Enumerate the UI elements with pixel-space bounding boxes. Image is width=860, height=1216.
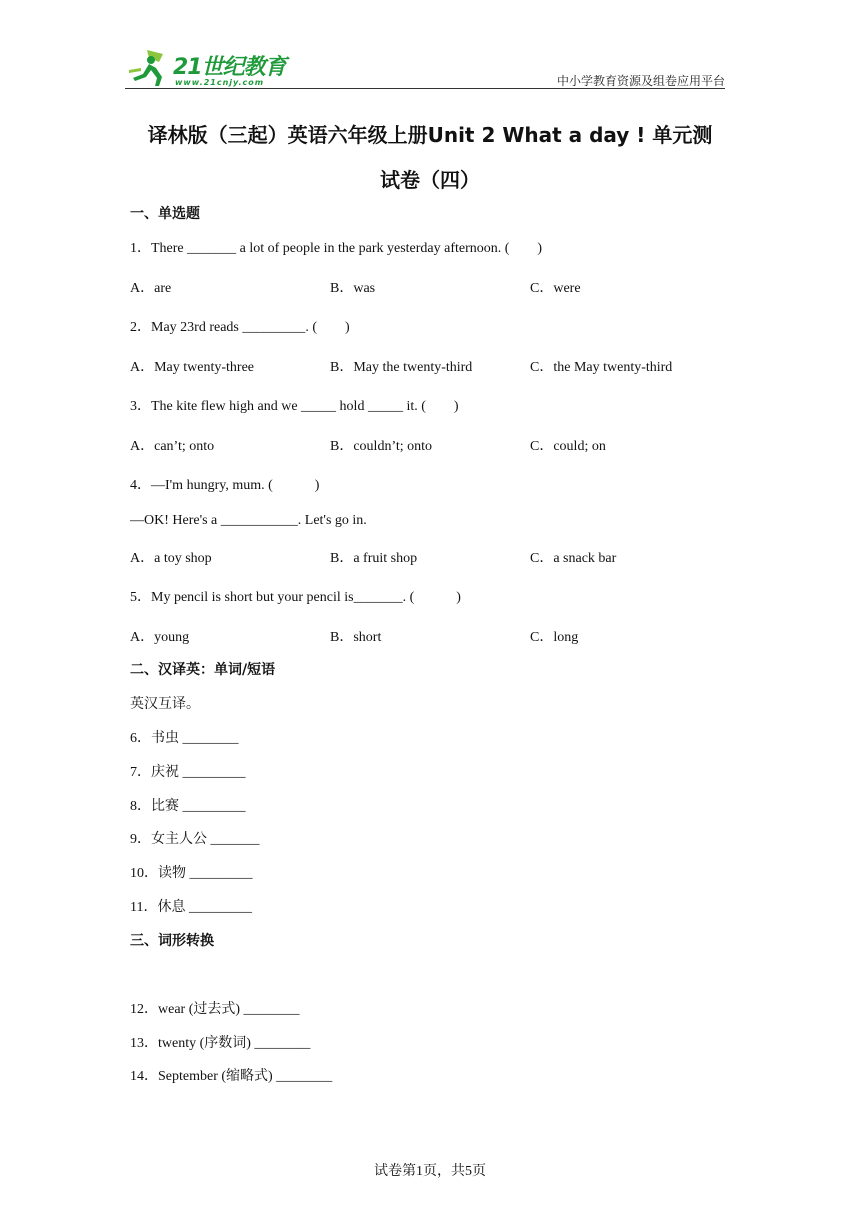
question-5-option-c: C．long: [530, 630, 579, 645]
question-2-stem: 2．May 23rd reads _________. ( ): [130, 320, 350, 335]
platform-name: 中小学教育资源及组卷应用平台: [556, 74, 725, 88]
question-3-option-a: A．can’t; onto: [130, 439, 215, 454]
translation-item: 11．休息 _________: [130, 900, 252, 915]
question-2-option-c: C．the May twenty-third: [530, 360, 673, 375]
translation-item: 7．庆祝 _________: [130, 765, 246, 780]
question-1-option-b: B．was: [330, 281, 376, 296]
logo-url: www.21cnjy.com: [175, 78, 265, 87]
page-footer: 试卷第1页，共5页: [374, 1164, 486, 1179]
section-heading-word-forms: 三、词形转换: [130, 933, 214, 949]
exam-title-line-1: 译林版（三起）英语六年级上册Unit 2 What a day ! 单元测: [147, 123, 713, 147]
question-1-option-c: C．were: [530, 281, 581, 296]
question-4-stem: 4．—I'm hungry, mum. ( ): [130, 478, 320, 493]
question-2-option-a: A．May twenty-three: [130, 360, 255, 375]
section-heading-single-choice: 一、单选题: [130, 206, 200, 222]
word-form-item: 13．twenty (序数词) ________: [130, 1036, 311, 1051]
question-5-option-b: B．short: [330, 630, 382, 645]
logo: [125, 44, 295, 88]
question-4-stem-response: —OK! Here's a ___________. Let's go in.: [130, 513, 367, 528]
translation-item: 9．女主人公 _______: [130, 832, 260, 847]
question-1-option-a: A．are: [130, 281, 172, 296]
section-heading-translation: 二、汉译英：单词/短语: [130, 662, 276, 678]
logo-text: 21世纪教育: [173, 55, 286, 80]
question-4-option-a: A．a toy shop: [130, 551, 212, 566]
question-5-option-a: A．young: [130, 630, 190, 645]
translation-instruction: 英汉互译。: [130, 697, 200, 712]
page-header: [125, 40, 725, 88]
question-1-stem: 1．There _______ a lot of people in the park yesterday afternoon. ( ): [130, 241, 543, 256]
question-3-option-c: C．could; on: [530, 439, 606, 454]
question-4-option-b: B．a fruit shop: [330, 551, 418, 566]
word-form-item: 14．September (缩略式) ________: [130, 1069, 333, 1084]
question-2-option-b: B．May the twenty-third: [330, 360, 473, 375]
word-form-item: 12．wear (过去式) ________: [130, 1002, 300, 1017]
translation-item: 8．比赛 _________: [130, 799, 246, 814]
translation-item: 10．读物 _________: [130, 866, 253, 881]
header-divider: [125, 88, 725, 89]
question-5-stem: 5．My pencil is short but your pencil is_______. ( ): [130, 590, 461, 605]
question-3-option-b: B．couldn’t; onto: [330, 439, 433, 454]
runner-logo-icon: [129, 48, 171, 88]
question-3-stem: 3．The kite flew high and we _____ hold _____ it. ( ): [130, 399, 459, 414]
question-4-option-c: C．a snack bar: [530, 551, 617, 566]
exam-title-line-2: 试卷（四）: [380, 168, 480, 192]
translation-item: 6．书虫 ________: [130, 731, 239, 746]
